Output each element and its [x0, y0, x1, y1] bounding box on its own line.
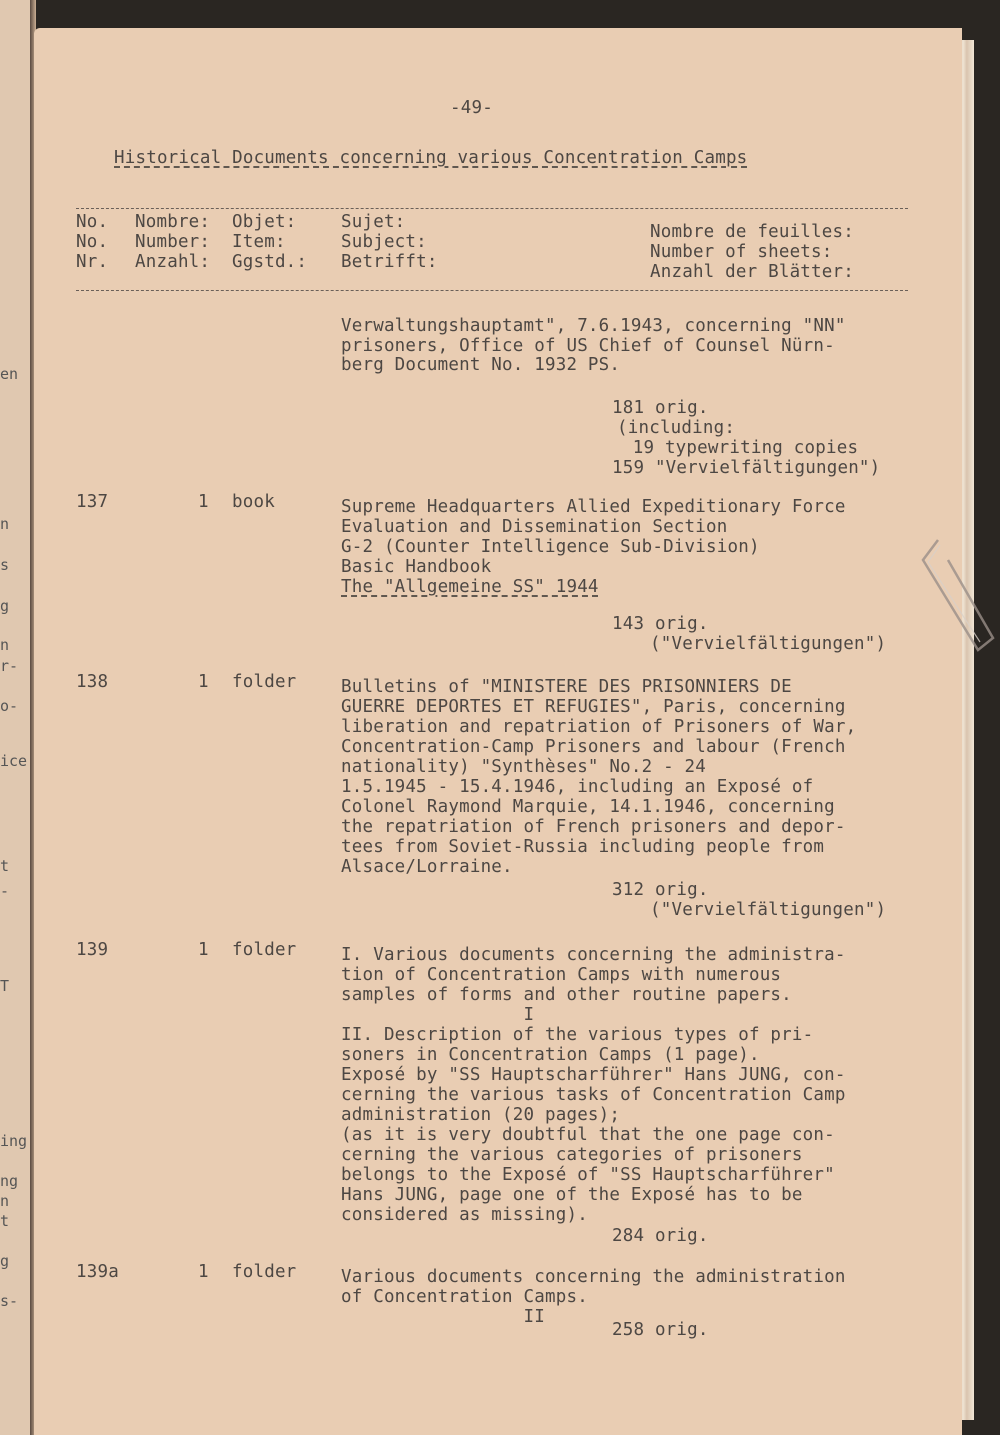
header-rule-bottom	[76, 290, 908, 291]
prev-page-fragment: s	[0, 556, 10, 574]
prev-page-fragment: ng	[0, 1172, 19, 1190]
subject-line: G-2 (Counter Intelligence Sub-Division)	[341, 537, 760, 557]
entry-count: 1	[198, 940, 209, 960]
subject-line: Verwaltungshauptamt", 7.6.1943, concerning "NN"	[341, 316, 846, 336]
entry-no: 139a	[76, 1262, 119, 1282]
subject-line: 1.5.1945 - 15.4.1946, including an Exposé of	[341, 777, 814, 797]
header-subject: Sujet:	[341, 212, 406, 232]
sheets-count: 284 orig.	[612, 1226, 709, 1246]
subject-line: belongs to the Exposé of "SS Hauptscharführer"	[341, 1165, 835, 1185]
subject-line: tion of Concentration Camps with numerous	[341, 965, 782, 985]
subject-line: Colonel Raymond Marquie, 14.1.1946, concerning	[341, 797, 835, 817]
subject-line: I	[341, 1005, 535, 1025]
prev-page-fragment: -	[0, 882, 10, 900]
prev-page-fragment: n	[0, 636, 10, 654]
subject-line: Evaluation and Dissemination Section	[341, 517, 728, 537]
header-item: Ggstd.:	[232, 252, 308, 272]
header-sheets: Nombre de feuilles:	[650, 222, 854, 242]
entry-count: 1	[198, 672, 209, 692]
sheets-count: 159 "Vervielfältigungen")	[612, 458, 881, 478]
sheets-count: ("Vervielfältigungen")	[650, 900, 887, 920]
header-item: Objet:	[232, 212, 297, 232]
subject-line: (as it is very doubtful that the one page con-	[341, 1125, 835, 1145]
sheets-count: (including:	[617, 418, 736, 438]
entry-item: folder	[232, 940, 297, 960]
entry-item: folder	[232, 1262, 297, 1282]
prev-page-fragment: o-	[0, 697, 19, 715]
prev-page-fragment: en	[0, 365, 19, 383]
header-sheets: Number of sheets:	[650, 242, 833, 262]
entry-count: 1	[198, 1262, 209, 1282]
subject-line: samples of forms and other routine papers.	[341, 985, 792, 1005]
header-subject: Subject:	[341, 232, 427, 252]
prev-page-fragment: ing	[0, 1132, 28, 1150]
subject-line: considered as missing).	[341, 1205, 588, 1225]
document-title: Historical Documents concerning various Concentration Camps	[114, 148, 748, 168]
subject-line: Exposé by "SS Hauptscharführer" Hans JUNG, con-	[341, 1065, 846, 1085]
header-number: Anzahl:	[135, 252, 211, 272]
subject-line: GUERRE DEPORTES ET REFUGIES", Paris, concerning	[341, 697, 846, 717]
prev-page-fragment: g	[0, 1252, 10, 1270]
header-number: Number:	[135, 232, 211, 252]
entry-item: book	[232, 492, 275, 512]
header-sheets: Anzahl der Blätter:	[650, 262, 854, 282]
page-number: -49-	[450, 98, 493, 118]
prev-page-fragment: t	[0, 1212, 10, 1230]
prev-page-fragment: t	[0, 857, 10, 875]
header-item: Item:	[232, 232, 286, 252]
subject-line: I. Various documents concerning the administra-	[341, 945, 846, 965]
subject-line: Basic Handbook	[341, 557, 492, 577]
subject-line: Bulletins of "MINISTERE DES PRISONNIERS DE	[341, 677, 792, 697]
sheets-count: 312 orig.	[612, 880, 709, 900]
subject-title-underlined: The "Allgemeine SS" 1944	[341, 577, 599, 597]
sheets-count: 143 orig.	[612, 614, 709, 634]
paper-clip	[918, 520, 1000, 660]
subject-line: Hans JUNG, page one of the Exposé has to be	[341, 1185, 803, 1205]
header-no: Nr.	[76, 252, 109, 272]
prev-page-fragment: n	[0, 1192, 10, 1210]
sheets-count: 19 typewriting copies	[622, 438, 859, 458]
entry-item: folder	[232, 672, 297, 692]
subject-line: cerning the various categories of prisoners	[341, 1145, 803, 1165]
prev-page-fragment: s-	[0, 1292, 19, 1310]
subject-line: of Concentration Camps.	[341, 1287, 588, 1307]
previous-page-edge	[0, 0, 31, 1435]
subject-line: administration (20 pages);	[341, 1105, 621, 1125]
subject-line: tees from Soviet-Russia including people from	[341, 837, 825, 857]
subject-line: Concentration-Camp Prisoners and labour (French	[341, 737, 846, 757]
header-rule-top	[76, 208, 908, 209]
prev-page-fragment: r-	[0, 657, 19, 675]
subject-line: Supreme Headquarters Allied Expeditionary Force	[341, 497, 846, 517]
subject-line: the repatriation of French prisoners and depor-	[341, 817, 846, 837]
entry-count: 1	[198, 492, 209, 512]
prev-page-fragment: n	[0, 515, 10, 533]
subject-line: soners in Concentration Camps (1 page).	[341, 1045, 760, 1065]
subject-line: Alsace/Lorraine.	[341, 857, 513, 877]
subject-line: Various documents concerning the administration	[341, 1267, 846, 1287]
sheets-count: 258 orig.	[612, 1320, 709, 1340]
entry-no: 139	[76, 940, 109, 960]
header-subject: Betrifft:	[341, 252, 438, 272]
header-no: No.	[76, 232, 109, 252]
subject-line: liberation and repatriation of Prisoners of War,	[341, 717, 857, 737]
header-no: No.	[76, 212, 109, 232]
entry-no: 138	[76, 672, 109, 692]
prev-page-fragment: T	[0, 977, 10, 995]
header-number: Nombre:	[135, 212, 211, 232]
sheets-count: ("Vervielfältigungen")	[650, 634, 887, 654]
subject-line: cerning the various tasks of Concentration Camp	[341, 1085, 846, 1105]
subject-line: berg Document No. 1932 PS.	[341, 355, 621, 375]
subject-line: nationality) "Synthèses" No.2 - 24	[341, 757, 707, 777]
sheets-count: 181 orig.	[612, 398, 709, 418]
subject-line: II. Description of the various types of pri-	[341, 1025, 814, 1045]
subject-line: II	[341, 1307, 545, 1327]
subject-line: prisoners, Office of US Chief of Counsel Nürn-	[341, 335, 835, 356]
prev-page-fragment: ice	[0, 752, 28, 770]
prev-page-fragment: g	[0, 597, 10, 615]
entry-no: 137	[76, 492, 109, 512]
